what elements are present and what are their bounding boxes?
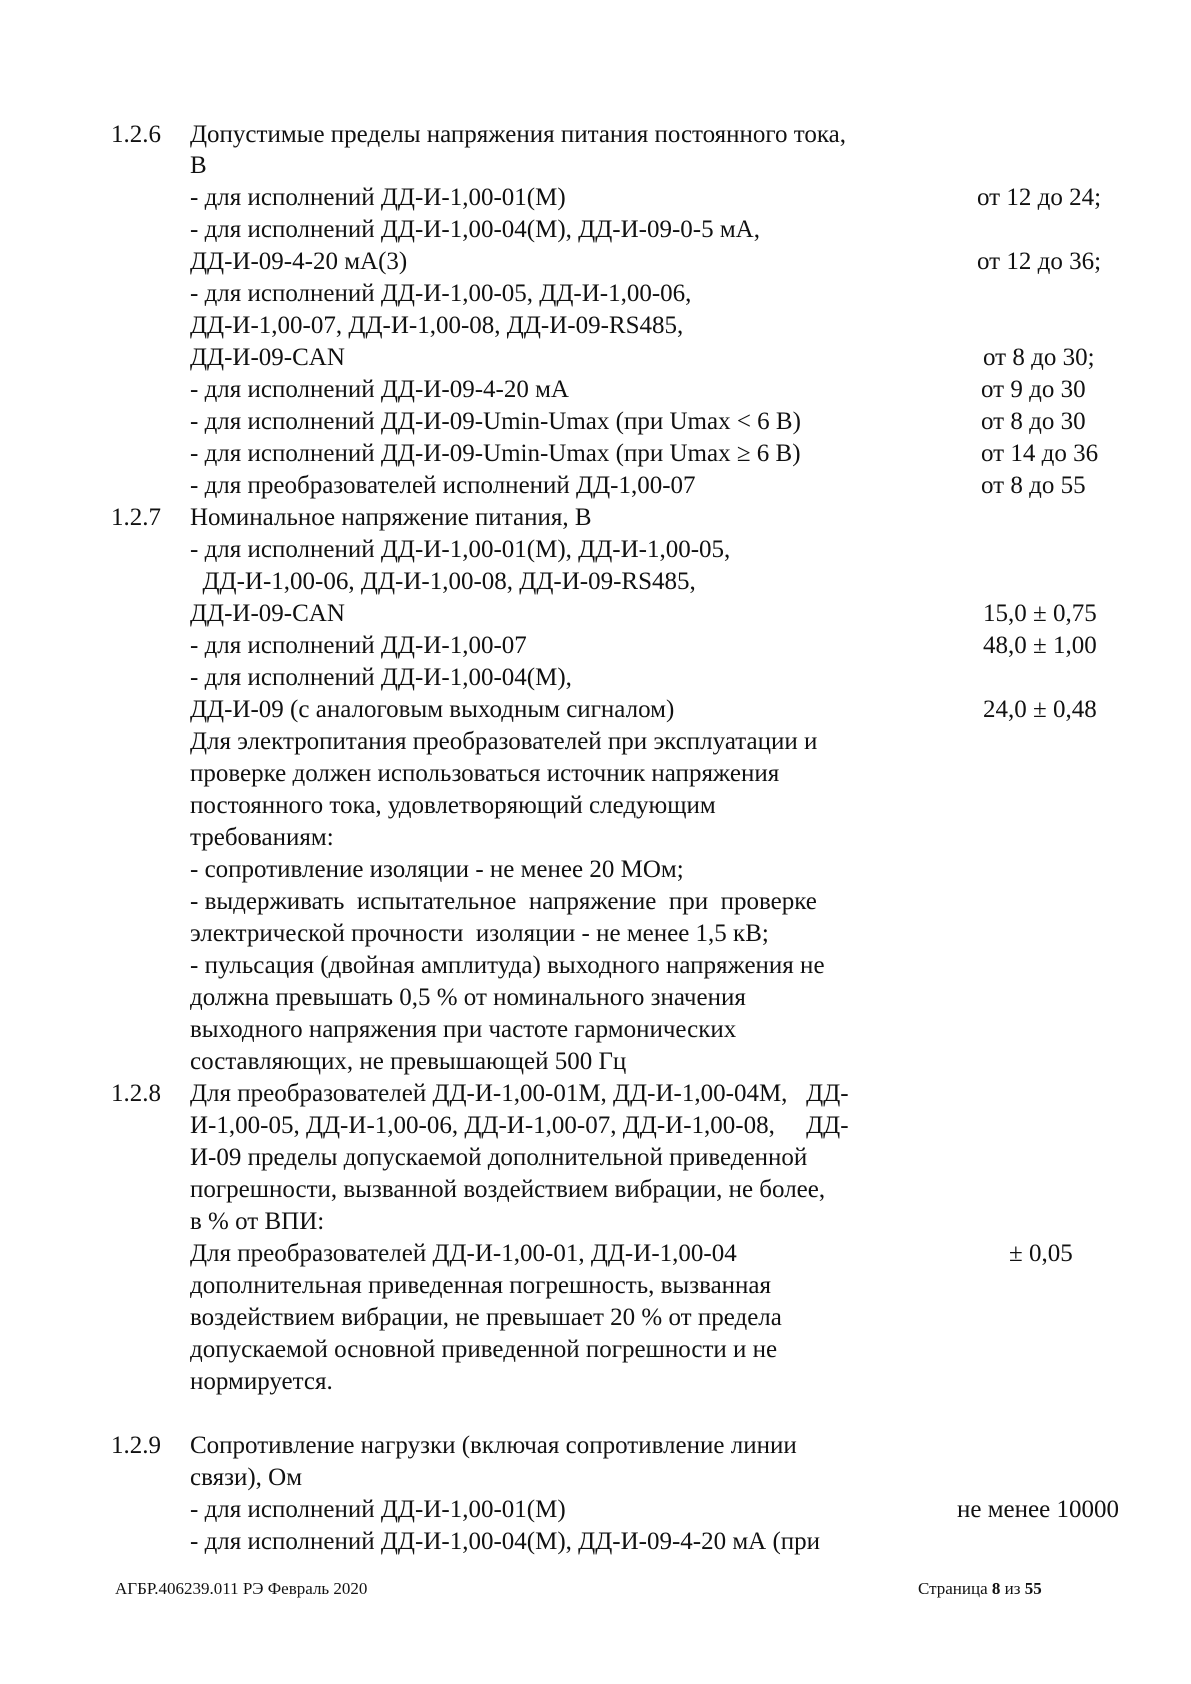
page-separator: из — [1004, 1579, 1021, 1598]
paragraph-text: погрешности, вызванной воздействием вибрации, не более, — [190, 1176, 826, 1203]
spec-label: ДД-И-09-CAN — [190, 600, 345, 627]
paragraph-line — [0, 1334, 1191, 1366]
spec-label: - для исполнений ДД-И-1,00-04(М), ДД-И-09-4-20 мА (при — [190, 1528, 821, 1555]
paragraph-text: Для электропитания преобразователей при эксплуатации и — [190, 728, 818, 755]
spec-label: - для исполнений ДД-И-1,00-01(М) — [190, 184, 566, 211]
paragraph-line — [0, 790, 1191, 822]
paragraph-line — [0, 1014, 1191, 1046]
spec-label: ДД-И-1,00-07, ДД-И-1,00-08, ДД-И-09-RS485, — [190, 312, 684, 339]
section-number: 1.2.7 — [111, 504, 161, 531]
spec-label: - для исполнений ДД-И-1,00-04(М), ДД-И-09-0-5 мА, — [190, 216, 760, 243]
spec-label: - для исполнений ДД-И-09-4-20 мА — [190, 376, 569, 403]
page-prefix: Страница — [918, 1579, 988, 1598]
paragraph-text: - пульсация (двойная амплитуда) выходного напряжения не — [190, 952, 825, 979]
spec-row — [0, 374, 1191, 406]
section-heading: Допустимые пределы напряжения питания постоянного тока, — [190, 121, 847, 148]
paragraph-text: проверке должен использоваться источник напряжения — [190, 760, 780, 787]
spec-label: ДД-И-09 (с аналоговым выходным сигналом) — [190, 696, 675, 723]
footer-document-id: АГБР.406239.011 РЭ Февраль 2020 — [115, 1579, 368, 1598]
paragraph-text: - выдерживать испытательное напряжение при проверке — [190, 888, 817, 915]
paragraph-text: требованиям: — [190, 824, 334, 851]
paragraph-text: в % от ВПИ: — [190, 1208, 325, 1235]
paragraph-text: электрической прочности изоляции - не менее 1,5 кВ; — [190, 920, 769, 947]
spec-value: от 8 до 30; — [983, 344, 1095, 371]
paragraph-line — [0, 1206, 1191, 1238]
paragraph-line — [0, 758, 1191, 790]
spec-label: - для исполнений ДД-И-1,00-05, ДД-И-1,00-06, — [190, 280, 692, 307]
paragraph-text: выходного напряжения при частоте гармонических — [190, 1016, 737, 1043]
spec-label: - для исполнений ДД-И-1,00-01(М) — [190, 1496, 566, 1523]
spec-row — [0, 342, 1191, 374]
paragraph-line — [0, 982, 1191, 1014]
section-heading: Сопротивление нагрузки (включая сопротивление линии — [190, 1432, 797, 1459]
section-number: 1.2.9 — [111, 1432, 161, 1459]
section-heading: Номинальное напряжение питания, В — [190, 504, 592, 531]
paragraph-text: допускаемой основной приведенной погрешности и не — [190, 1336, 778, 1363]
spec-row — [0, 438, 1191, 470]
spec-label: ДД-И-1,00-06, ДД-И-1,00-08, ДД-И-09-RS485, — [190, 568, 696, 595]
footer-page-number — [918, 1578, 1042, 1600]
section-1-2-8-heading — [0, 1078, 1191, 1110]
paragraph-text: И-09 пределы допускаемой дополнительной приведенной — [190, 1144, 808, 1171]
paragraph-line — [0, 1110, 1191, 1142]
section-1-2-7-heading — [0, 502, 1191, 534]
paragraph-line — [0, 1366, 1191, 1398]
spec-label: - для преобразователей исполнений ДД-1,00-07 — [190, 472, 696, 499]
spec-row — [0, 694, 1191, 726]
spec-value: 15,0 ± 0,75 — [983, 600, 1097, 627]
spec-label: - для исполнений ДД-И-09-Umin-Umax (при Umax < 6 В) — [190, 408, 801, 435]
paragraph-line — [0, 822, 1191, 854]
spec-value: от 12 до 36; — [977, 248, 1102, 275]
paragraph-line — [0, 1302, 1191, 1334]
spec-label: - для исполнений ДД-И-1,00-04(М), — [190, 664, 572, 691]
paragraph-line — [0, 886, 1191, 918]
spec-row — [0, 598, 1191, 630]
paragraph-text: нормируется. — [190, 1368, 333, 1395]
spec-value: от 14 до 36 — [981, 440, 1099, 467]
spec-label: Для преобразователей ДД-И-1,00-01, ДД-И-1,00-04 — [190, 1240, 737, 1267]
paragraph-line — [0, 950, 1191, 982]
spec-row — [0, 182, 1191, 214]
section-heading-cont — [0, 150, 1191, 182]
spec-label: - для исполнений ДД-И-09-Umin-Umax (при Umax ≥ 6 В) — [190, 440, 801, 467]
spec-label: ДД-И-09-4-20 мА(3) — [190, 248, 408, 275]
spec-value: от 8 до 30 — [981, 408, 1086, 435]
spec-row — [0, 406, 1191, 438]
section-number: 1.2.8 — [111, 1080, 161, 1107]
spec-row — [0, 566, 1191, 598]
paragraph-line — [0, 1142, 1191, 1174]
paragraph-line — [0, 726, 1191, 758]
spec-value: от 12 до 24; — [977, 184, 1102, 211]
spec-value: 24,0 ± 0,48 — [983, 696, 1097, 723]
paragraph-line — [0, 1174, 1191, 1206]
section-1-2-6-heading — [0, 119, 1191, 151]
page-total: 55 — [1024, 1579, 1042, 1598]
spec-label: - для исполнений ДД-И-1,00-01(М), ДД-И-1,00-05, — [190, 536, 731, 563]
section-1-2-9-heading — [0, 1430, 1191, 1462]
paragraph-text: - сопротивление изоляции - не менее 20 МОм; — [190, 856, 684, 883]
spec-row — [0, 1238, 1191, 1270]
paragraph-text: дополнительная приведенная погрешность, вызванная — [190, 1272, 772, 1299]
spec-row — [0, 246, 1191, 278]
heading-continuation: связи), Ом — [190, 1464, 303, 1491]
heading-continuation: В — [190, 152, 207, 179]
spec-row — [0, 630, 1191, 662]
paragraph-line — [0, 1046, 1191, 1078]
page-current: 8 — [991, 1579, 1001, 1598]
spec-label: - для исполнений ДД-И-1,00-07 — [190, 632, 527, 659]
paragraph-text: И-1,00-05, ДД-И-1,00-06, ДД-И-1,00-07, ДД-И-1,00-08, ДД- — [190, 1112, 849, 1139]
spec-row — [0, 1526, 1191, 1558]
spec-label: ДД-И-09-CAN — [190, 344, 345, 371]
paragraph-text: постоянного тока, удовлетворяющий следующим — [190, 792, 716, 819]
paragraph-line — [0, 918, 1191, 950]
paragraph-text: должна превышать 0,5 % от номинального значения — [190, 984, 746, 1011]
spec-row — [0, 534, 1191, 566]
paragraph-line — [0, 1270, 1191, 1302]
spec-row — [0, 1494, 1191, 1526]
paragraph-text: воздействием вибрации, не превышает 20 % от предела — [190, 1304, 782, 1331]
spec-row — [0, 214, 1191, 246]
spec-row — [0, 662, 1191, 694]
spec-value: не менее 10000 — [957, 1496, 1119, 1523]
spec-value: от 8 до 55 — [981, 472, 1086, 499]
spec-row — [0, 470, 1191, 502]
paragraph-text: составляющих, не превышающей 500 Гц — [190, 1048, 627, 1075]
section-heading-cont — [0, 1462, 1191, 1494]
spec-value: от 9 до 30 — [981, 376, 1086, 403]
spec-row — [0, 278, 1191, 310]
paragraph-line — [0, 854, 1191, 886]
section-number: 1.2.6 — [111, 121, 161, 148]
spec-value: ± 0,05 — [1009, 1240, 1073, 1267]
paragraph-text: Для преобразователей ДД-И-1,00-01М, ДД-И-1,00-04М, ДД- — [190, 1080, 849, 1107]
spec-row — [0, 310, 1191, 342]
spec-value: 48,0 ± 1,00 — [983, 632, 1097, 659]
